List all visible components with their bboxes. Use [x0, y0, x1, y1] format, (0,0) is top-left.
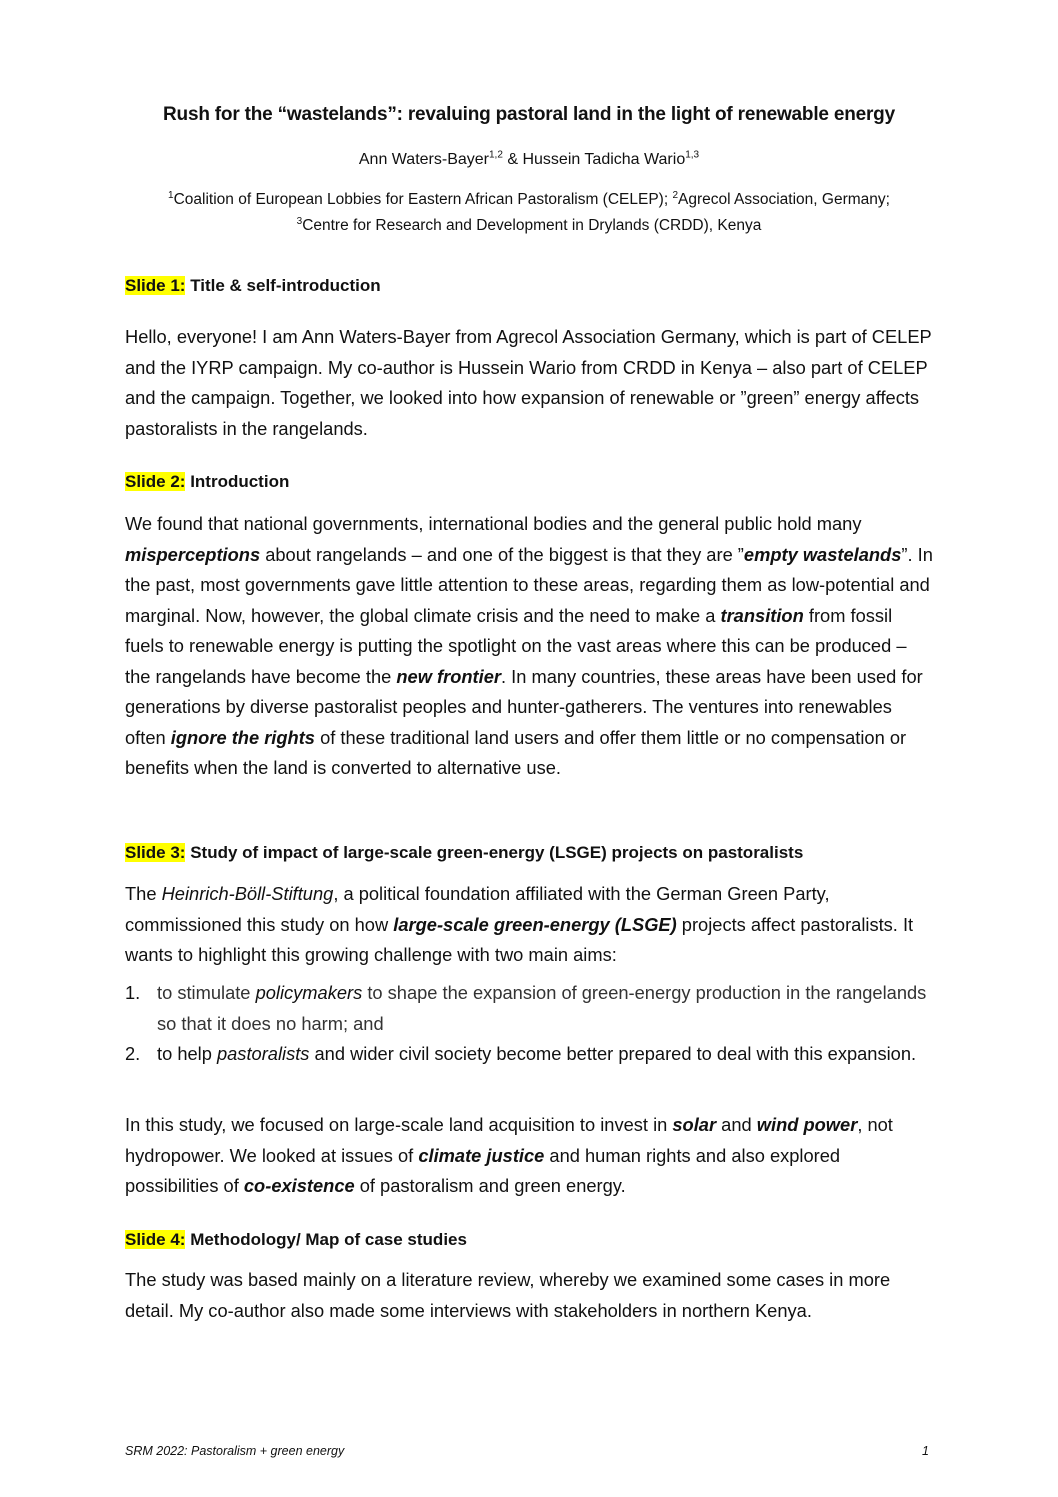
- slide-4-label: Slide 4:: [125, 1230, 186, 1249]
- s2-text-2: about rangelands – and one of the biggest is that they are ”: [260, 543, 744, 565]
- affil-2-mark: 2: [672, 189, 679, 201]
- list-item: [125, 978, 933, 1039]
- slide-1-paragraph: Hello, everyone! I am Ann Waters-Bayer from Agrecol Association Germany, which is part of CELEP and the IYRP campaign. My co-author is Hussein Wario from CRDD in Kenya – also part of CELEP and the campaign. Together, we looked into how expansion of renewable or ”green” energy affects pastoralists in the rangelands.: [125, 326, 932, 439]
- author-2: Hussein Tadicha Wario: [522, 151, 686, 168]
- s2-text-1: We found that national governments, international bodies and the general public hold many: [125, 513, 862, 534]
- s2-emph-5: ignore the rights: [170, 726, 315, 748]
- author-1-affil: 1,2: [489, 149, 503, 161]
- s2-emph-1: misperceptions: [125, 543, 261, 565]
- author-2-affil: 1,3: [685, 149, 700, 161]
- s2-text-4: from fossil fuels to renewable energy is putting the spotlight on the vast areas where this can be produced – the rangelands have become the: [125, 604, 907, 687]
- s3-emph-1: large-scale green-energy (LSGE): [393, 913, 677, 935]
- affil-2-text: Agrecol Association, Germany;: [678, 191, 890, 208]
- author-line: [125, 151, 933, 169]
- slide-3-paragraph-2: [125, 1110, 933, 1202]
- list-number: 2.: [125, 1043, 141, 1064]
- s3b-emph-2: wind power: [756, 1114, 858, 1135]
- s3b-emph-3: climate justice: [418, 1144, 545, 1166]
- list-number: 1.: [125, 982, 141, 1003]
- list-text-post: and wider civil society become better prepared to deal with this expansion.: [309, 1043, 917, 1064]
- affil-3-text: Centre for Research and Development in Drylands (CRDD), Kenya: [302, 217, 762, 234]
- slide-4-paragraph: The study was based mainly on a literature review, whereby we examined some cases in more detail. My co-author also made some interviews with stakeholders in northern Kenya.: [125, 1269, 891, 1321]
- s3b-text-2: and: [716, 1114, 757, 1135]
- slide-2-paragraph: [125, 509, 933, 784]
- page-footer: [125, 1444, 933, 1458]
- slide-1-heading: [125, 274, 381, 298]
- page-number: 1: [922, 1444, 929, 1458]
- footer-running-title: SRM 2022: Pastoralism + green energy: [125, 1444, 345, 1458]
- affil-3-mark: 3: [296, 215, 303, 227]
- list-text-post: to shape the expansion of green-energy production in the rangelands so that it does no harm; and: [157, 982, 927, 1034]
- slide-2-title: Introduction: [185, 472, 290, 491]
- s3-text-3: projects affect pastoralists. It wants to highlight this growing challenge with two main aims:: [125, 913, 914, 965]
- slide-3-title: Study of impact of large-scale green-energy (LSGE) projects on pastoralists: [185, 843, 804, 862]
- s2-text-5: . In many countries, these areas have been used for generations by diverse pastoralist peoples and hunter-gatherers. The ventures into renewables often: [125, 665, 923, 748]
- slide-4-heading: [125, 1228, 467, 1252]
- affil-1-text: Coalition of European Lobbies for Eastern African Pastoralism (CELEP);: [173, 191, 673, 208]
- affiliation-line-1: [125, 191, 933, 209]
- affiliation-line-2: [125, 217, 933, 235]
- s2-emph-4: new frontier: [396, 665, 501, 687]
- slide-1-label: Slide 1:: [125, 276, 186, 295]
- slide-3-heading: [125, 841, 803, 865]
- slide-1-title: Title & self-introduction: [185, 276, 381, 295]
- document-page: [125, 0, 933, 1497]
- list-emph: policymakers: [255, 982, 363, 1003]
- affil-1-mark: 1: [168, 189, 174, 201]
- list-text-pre: to stimulate: [157, 982, 256, 1003]
- s3b-text-4: and human rights and also explored possibilities of: [125, 1144, 841, 1196]
- list-text-pre: to help: [157, 1043, 217, 1064]
- s3b-text-1: In this study, we focused on large-scale land acquisition to invest in: [125, 1114, 673, 1135]
- slide-3-label: Slide 3:: [125, 843, 186, 862]
- s3b-text-5: of pastoralism and green energy.: [354, 1175, 626, 1196]
- aims-list: [125, 978, 933, 1070]
- document-title: Rush for the “wastelands”: revaluing pastoral land in the light of renewable energy: [163, 104, 895, 125]
- author-1: Ann Waters-Bayer: [358, 151, 489, 168]
- slide-3-paragraph: [125, 879, 933, 971]
- slide-2-label: Slide 2:: [125, 472, 186, 491]
- s3-italic-1: Heinrich-Böll-Stiftung: [161, 883, 334, 904]
- list-emph: pastoralists: [216, 1043, 310, 1064]
- s3b-emph-4: co-existence: [243, 1175, 355, 1196]
- s2-emph-2: empty wastelands: [743, 543, 902, 565]
- s3-text-1: The: [125, 883, 162, 904]
- s2-text-3: ”. In the past, most governments gave little attention to these areas, regarding them as low-potential and marginal. Now, however, the global climate crisis and the need to make a: [125, 543, 933, 626]
- list-item: [125, 1039, 933, 1070]
- s3-text-2: , a political foundation affiliated with the German Green Party, commissioned this study on how: [125, 883, 830, 935]
- s2-text-6: of these traditional land users and offer them little or no compensation or benefits when the land is converted to alternative use.: [125, 726, 907, 778]
- s2-emph-3: transition: [720, 604, 804, 626]
- slide-2-heading: [125, 470, 289, 494]
- s3b-text-3: , not hydropower. We looked at issues of: [125, 1114, 893, 1166]
- author-separator: &: [502, 151, 523, 168]
- s3b-emph-1: solar: [672, 1114, 717, 1135]
- slide-4-title: Methodology/ Map of case studies: [185, 1230, 467, 1249]
